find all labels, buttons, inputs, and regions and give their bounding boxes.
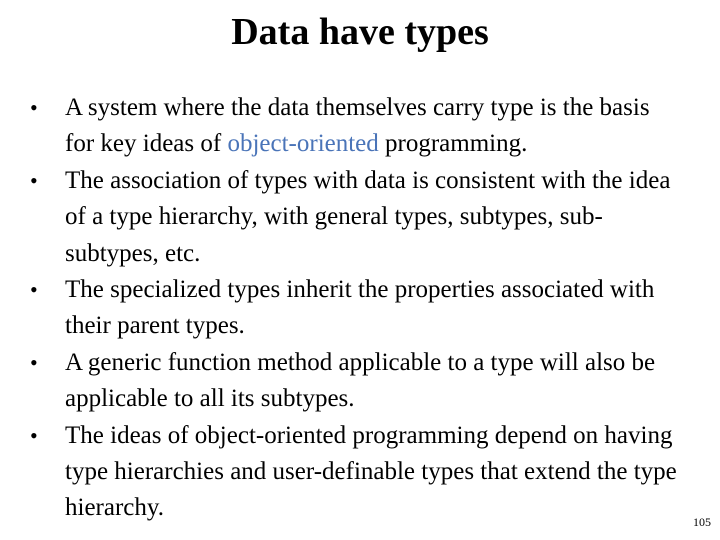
bullet-dot-icon: • <box>30 277 38 303</box>
bullet-text: The specialized types inherit the properties associated with their parent types. <box>65 276 655 340</box>
object-oriented-link[interactable]: object-oriented <box>227 130 379 158</box>
bullet-dot-icon: • <box>30 349 38 375</box>
bullet-item <box>28 418 678 527</box>
bullet-list <box>28 90 678 527</box>
bullet-item <box>28 272 678 345</box>
bullet-dot-icon: • <box>30 422 38 448</box>
bullet-text <box>65 94 650 157</box>
bullet-text-pre: A system where the data themselves carry type is the basis for key ideas of <box>65 94 650 158</box>
bullet-text: The association of types with data is consistent with the idea of a type hierarchy, with general types, subtypes, sub-subtypes, etc. <box>65 166 671 267</box>
bullet-item <box>28 345 678 418</box>
bullet-dot-icon: • <box>30 167 38 193</box>
bullet-dot-icon: • <box>30 95 38 120</box>
bullet-text: The ideas of object-oriented programming depend on having type hierarchies and user-definable types that extend the type hierarchy. <box>65 421 677 522</box>
slide-title: Data have types <box>231 11 489 53</box>
bullet-item <box>28 90 678 163</box>
bullet-text: A generic function method applicable to a type will also be applicable to all its subtypes. <box>65 348 656 413</box>
slide-number: 105 <box>693 515 711 529</box>
bullet-item <box>28 163 678 272</box>
bullet-text-post: programming. <box>378 130 528 158</box>
